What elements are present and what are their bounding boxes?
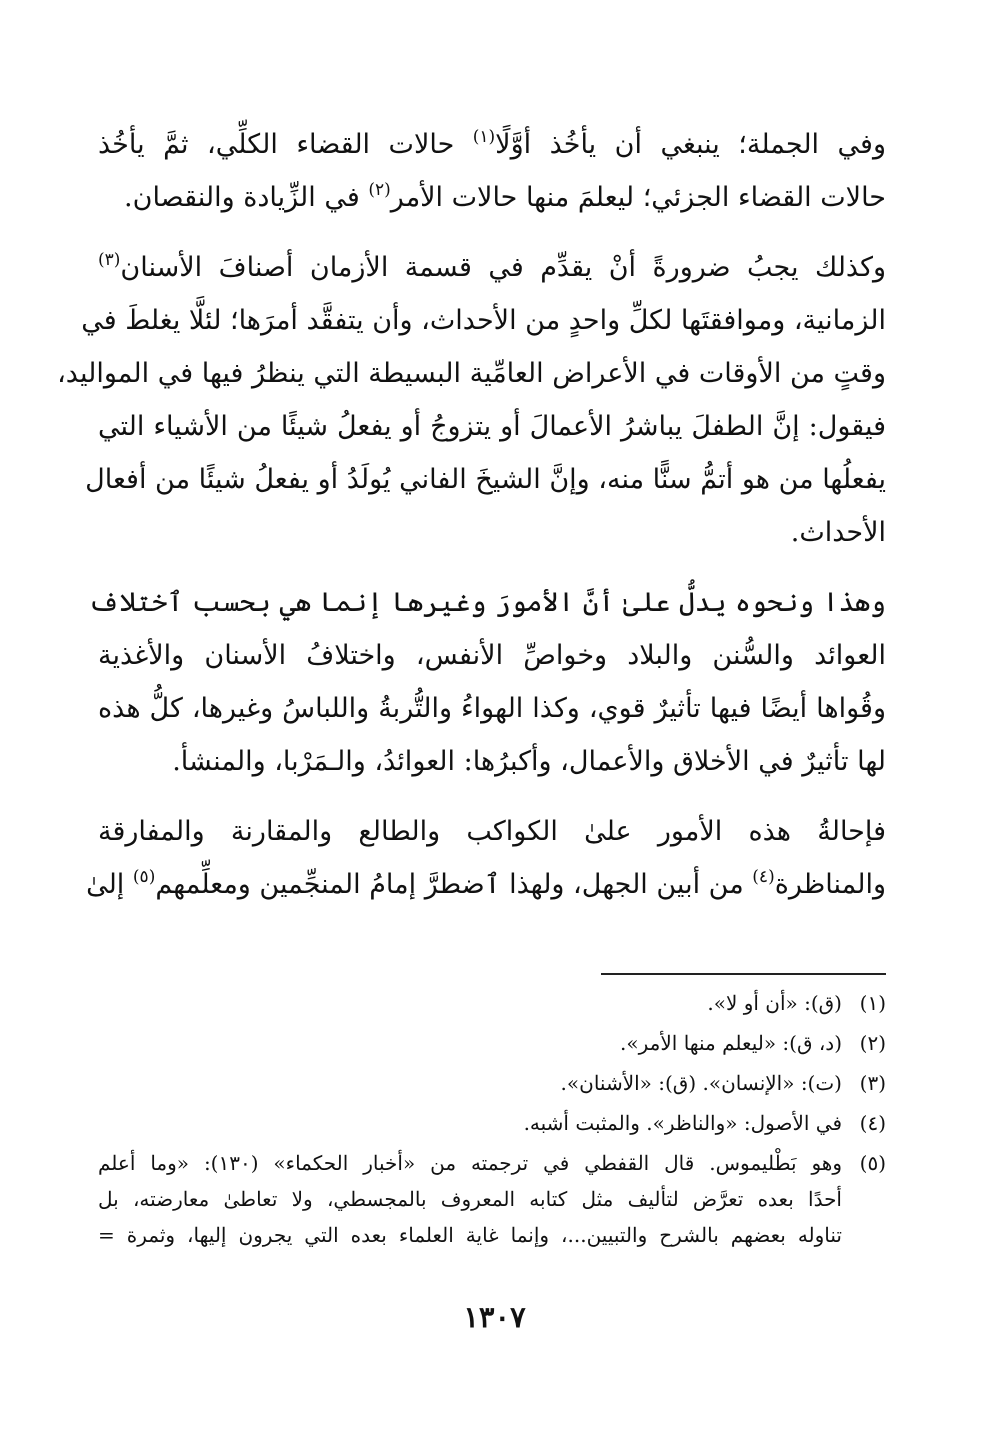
footnote-1 — [98, 985, 886, 1021]
text-line: فيقول: إنَّ الطفلَ يباشرُ الأعمالَ أو يتزوجُ أو يفعلُ شيئًا من الأشياء التي — [98, 411, 886, 442]
footnote-number: (٤) — [859, 1111, 886, 1135]
paragraph-4 — [86, 805, 886, 911]
footnote-5 — [98, 1145, 886, 1253]
footnote-number: (١) — [859, 991, 886, 1015]
footnote-4 — [98, 1105, 886, 1141]
page-number: ١٣٠٧ — [463, 1300, 526, 1334]
footnote-line: في الأصول: «والناظر». والمثبت أشبه. — [523, 1111, 842, 1135]
footnotes-section — [98, 985, 886, 1257]
footnote-text — [98, 985, 842, 1021]
text-line: والمناظرة$^{(٤)}$ من أبين الجهل، ولهذا ٱضطرَّ إمامُ المنجِّمين ومعلِّمهم$^{(٥)}$ إلىٰ — [86, 867, 886, 900]
text-line: وقُواها أيضًا فيها تأثيرٌ قوي، وكذا الهواءُ والتُّربةُ واللباسُ وغيرها، كلُّ هذه — [98, 693, 886, 724]
text-line: يفعلُها من هو أتمُّ سنًّا منه، وإنَّ الشيخَ الفاني يُولَدُ أو يفعلُ شيئًا من أفعال — [85, 464, 886, 495]
footnote-ref-4[interactable]: (٤) — [752, 867, 775, 887]
paragraph-2 — [57, 241, 886, 559]
footnote-text — [98, 1145, 842, 1253]
footnote-number: (٥) — [859, 1151, 886, 1175]
footnote-line: أحدًا بعده تعرَّض لتأليف مثل كتابه المعروف بالمجسطي، ولا تعاطىٰ معارضته، بل — [98, 1187, 842, 1211]
text-line: العوائد والسُّنن والبلاد وخواصِّ الأنفس، واختلافُ الأسنان والأغذية — [98, 640, 886, 671]
text-line: وقتٍ من الأوقات في الأعراض العامِّية البسيطة التي ينظرُ فيها في المواليد، — [57, 358, 886, 389]
main-text-body — [57, 118, 886, 911]
text-line: وفي الجملة؛ ينبغي أن يأخُذ أوَّلًا$^{(١)}$ حالات القضاء الكلِّي، ثمَّ يأخُذ — [98, 127, 886, 160]
paragraph-3 — [88, 576, 886, 788]
text-line: وهذا ونحوه يدلُّ علىٰ أنَّ الأمورَ وغيرها إنما هي بحسب ٱختلاف — [88, 587, 886, 618]
paragraph-1 — [98, 118, 886, 224]
footnote-text — [98, 1065, 842, 1101]
text-line: لها تأثيرٌ في الأخلاق والأعمال، وأكبرُها: العوائدُ، والـمَرْبا، والمنشأ. — [172, 746, 886, 777]
footnote-number: (٣) — [859, 1071, 886, 1095]
footnote-number: (٢) — [859, 1031, 886, 1055]
footnote-ref-3[interactable]: (٣) — [98, 250, 121, 270]
text-line: الزمانية، وموافقتَها لكلِّ واحدٍ من الأحداث، وأن يتفقَّد أمرَها؛ لئلَّا يغلطَ في — [81, 305, 886, 336]
footnote-line: تناوله بعضهم بالشرح والتبيين...، وإنما غاية العلماء بعده التي يجرون إليها، وثمرة = — [98, 1223, 842, 1247]
footnote-ref-2[interactable]: (٢) — [368, 180, 391, 200]
text-line: وكذلك يجبُ ضرورةً أنْ يقدِّم في قسمة الأزمان أصنافَ الأسنان$^{(٣)}$ — [98, 250, 886, 283]
footnote-line: (ق): «أن أو لا». — [707, 991, 842, 1015]
footnote-ref-1[interactable]: (١) — [472, 127, 496, 147]
footnote-ref-5[interactable]: (٥) — [132, 867, 156, 887]
footnote-line: (د، ق): «ليعلم منها الأمر». — [620, 1031, 842, 1055]
footnote-line: وهو بَطْليموس. قال القفطي في ترجمته من «أخبار الحكماء» (١٣٠): «وما أعلم — [98, 1151, 842, 1175]
footnote-line: (ت): «الإنسان». (ق): «الأشنان». — [560, 1071, 842, 1095]
footnote-text — [98, 1105, 842, 1141]
text-line: فإحالةُ هذه الأمور علىٰ الكواكب والطالع والمقارنة والمفارقة — [98, 816, 886, 847]
text-line: الأحداث. — [790, 517, 886, 548]
text-line: حالات القضاء الجزئي؛ ليعلمَ منها حالات الأمر$^{(٢)}$ في الزِّيادة والنقصان. — [124, 180, 886, 213]
footnote-text — [98, 1025, 842, 1061]
footnote-separator — [601, 973, 886, 975]
footnote-2 — [98, 1025, 886, 1061]
footnote-3 — [98, 1065, 886, 1101]
